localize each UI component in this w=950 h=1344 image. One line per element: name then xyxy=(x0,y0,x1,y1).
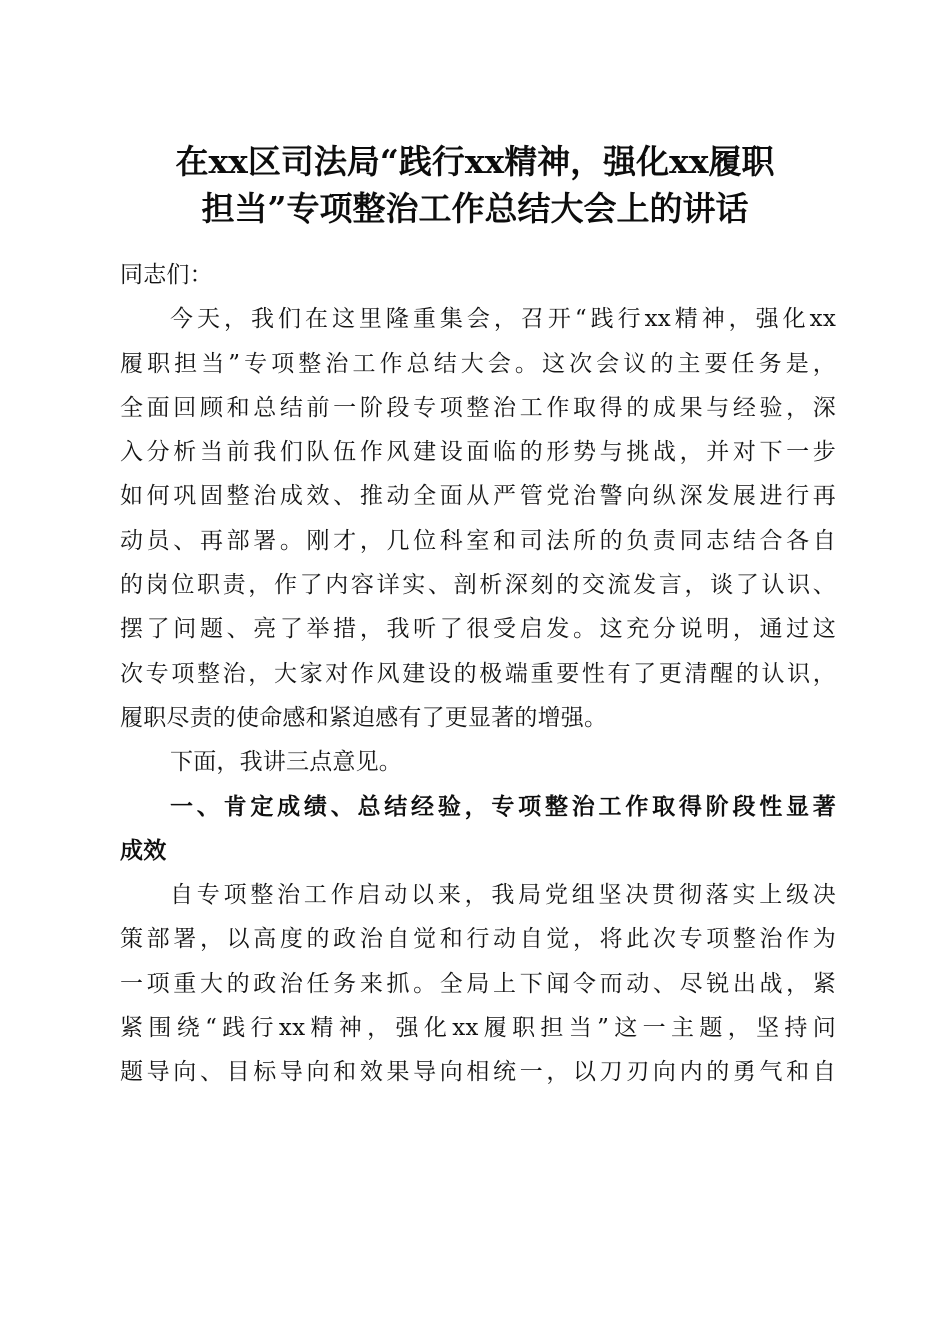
paragraph-line: 的岗位职责，作了内容详实、剖析深刻的交流发言，谈了认识、 xyxy=(120,572,836,599)
paragraph-line: 今天，我们在这里隆重集会，召开“践行xx精神，强化xx xyxy=(170,306,836,333)
paragraph-line: 履职担当”专项整治工作总结大会。这次会议的主要任务是， xyxy=(120,350,836,377)
paragraph-line: 履职尽责的使命感和紧迫感有了更显著的增强。 xyxy=(120,704,608,731)
paragraph-line: 紧围绕“践行xx精神，强化xx履职担当”这一主题，坚持问 xyxy=(120,1015,836,1042)
heading-line: 一、肯定成绩、总结经验，专项整治工作取得阶段性显著 xyxy=(170,793,836,820)
paragraph-line: 入分析当前我们队伍作风建设面临的形势与挑战，并对下一步 xyxy=(120,439,836,466)
section-1-heading xyxy=(120,785,836,874)
paragraph-line: 策部署，以高度的政治自觉和行动自觉，将此次专项整治作为 xyxy=(120,926,836,953)
paragraph-line: 动员、再部署。刚才，几位科室和司法所的负责同志结合各自 xyxy=(120,527,836,554)
title-line-1: 在xx区司法局“践行xx精神，强化xx履职 xyxy=(175,142,775,181)
title-line-2: 担当”专项整治工作总结大会上的讲话 xyxy=(201,189,749,228)
paragraph-line: 摆了问题、亮了举措，我听了很受启发。这充分说明，通过这 xyxy=(120,616,836,643)
paragraph-section-1 xyxy=(120,873,836,1094)
document-title xyxy=(110,138,840,232)
document-body xyxy=(120,253,836,1095)
paragraph-line: 全面回顾和总结前一阶段专项整治工作取得的成果与经验，深 xyxy=(120,394,836,421)
salutation: 同志们： xyxy=(120,262,213,288)
paragraph-line: 一项重大的政治任务来抓。全局上下闻令而动、尽锐出战，紧 xyxy=(120,970,836,997)
paragraph-line: 如何巩固整治成效、推动全面从严管党治警向纵深发展进行再 xyxy=(120,483,836,510)
paragraph-line: 题导向、目标导向和效果导向相统一，以刀刃向内的勇气和自 xyxy=(120,1059,836,1086)
paragraph-line: 自专项整治工作启动以来，我局党组坚决贯彻落实上级决 xyxy=(170,882,836,909)
paragraph-opening xyxy=(120,297,836,740)
paragraph-line: 次专项整治，大家对作风建设的极端重要性有了更清醒的认识， xyxy=(120,660,836,687)
paragraph-transition: 下面，我讲三点意见。 xyxy=(170,749,402,776)
heading-line: 成效 xyxy=(120,837,167,864)
